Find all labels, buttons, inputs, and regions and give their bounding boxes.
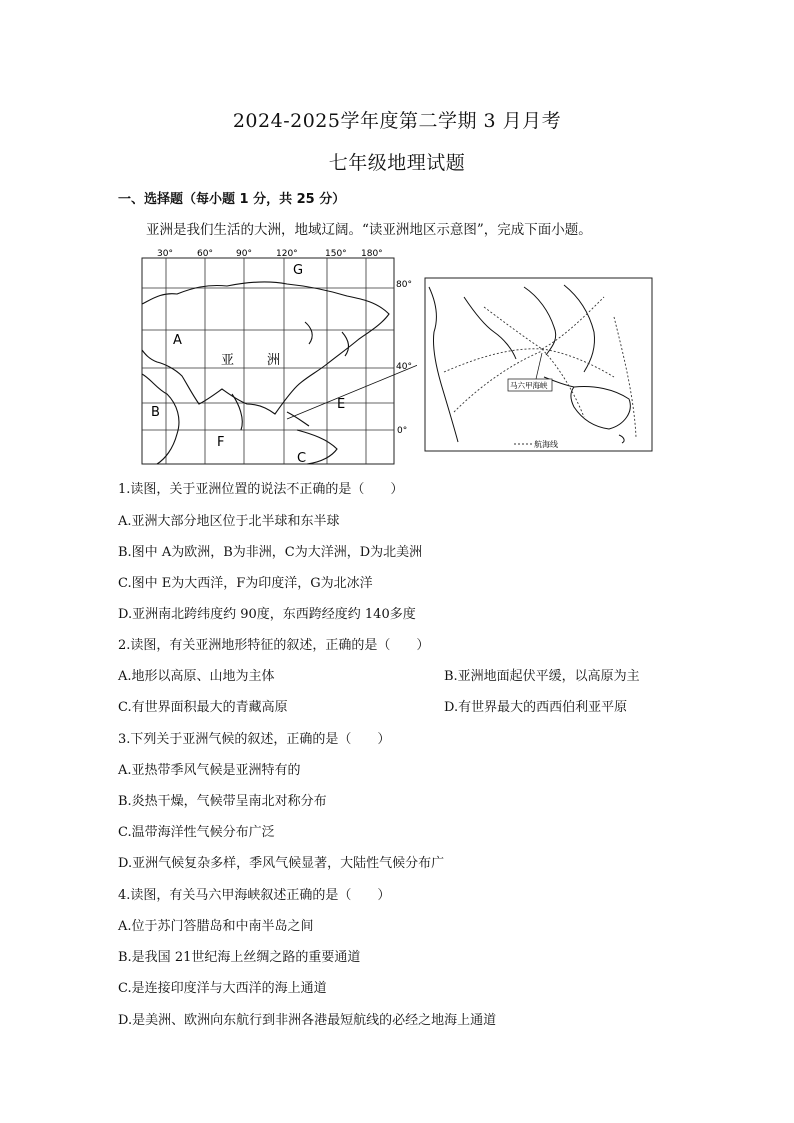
label-B: B (151, 405, 160, 420)
q1-option-b: B.图中 A为欧洲，B为非洲，C为大洋洲，D为北美洲 (118, 545, 423, 560)
asia-grid-map (137, 244, 417, 466)
label-C: C (297, 451, 307, 466)
q4-option-c: C.是连接印度洋与大西洋的海上通道 (118, 981, 327, 996)
q3-option-b: B.炎热干燥，气候带呈南北对称分布 (118, 794, 327, 809)
intro-text: 亚洲是我们生活的大洲，地域辽阔。“读亚洲地区示意图”，完成下面小题。 (146, 222, 592, 238)
label-A: A (173, 333, 182, 348)
q2-option-a: A.地形以高原、山地为主体 (118, 669, 275, 684)
label-F: F (217, 435, 225, 450)
q1-option-c: C.图中 E为大西洋，F为印度洋，G为北冰洋 (118, 576, 373, 591)
lat-label: 0° (397, 426, 408, 436)
legend-label: 航海线 (534, 440, 558, 449)
q1-option-d: D.亚洲南北跨纬度约 90度，东西跨经度约 140多度 (118, 607, 416, 622)
exam-subtitle: 七年级地理试题 (328, 152, 466, 174)
label-E: E (337, 397, 346, 412)
shipping-route-map (424, 277, 653, 452)
shipping-routes (444, 297, 636, 437)
q3-option-c: C.温带海洋性气候分布广泛 (118, 825, 275, 840)
q3-option-d: D.亚洲气候复杂多样，季风气候显著，大陆性气候分布广 (118, 856, 445, 871)
label-asia-1: 亚 (221, 353, 235, 368)
lat-label: 40° (396, 362, 412, 372)
lon-label: 150° (325, 249, 347, 259)
lon-label: 90° (236, 249, 252, 259)
q4-option-d: D.是美洲、欧洲向东航行到非洲各港最短航线的必经之地海上通道 (118, 1013, 497, 1028)
q1-option-a: A.亚洲大部分地区位于北半球和东半球 (118, 514, 340, 529)
q3-option-a: A.亚热带季风气候是亚洲特有的 (118, 763, 301, 778)
lon-label: 180° (361, 249, 383, 259)
question-3-stem: 3.下列关于亚洲气候的叙述，正确的是（ ） (118, 732, 391, 747)
question-4-stem: 4.读图，有关马六甲海峡叙述正确的是（ ） (118, 888, 391, 903)
lon-label: 120° (276, 249, 298, 259)
lat-label: 80° (396, 280, 412, 290)
lon-label: 30° (157, 249, 173, 259)
q4-option-a: A.位于苏门答腊岛和中南半岛之间 (118, 919, 314, 934)
coastlines (429, 285, 630, 443)
label-G: G (293, 263, 304, 278)
question-1-stem: 1.读图，关于亚洲位置的说法不正确的是（ ） (118, 482, 404, 497)
section-heading: 一、选择题（每小题 1 分，共 25 分） (118, 192, 346, 207)
q2-option-d: D.有世界最大的西西伯利亚平原 (444, 700, 628, 715)
label-asia-2: 洲 (267, 353, 281, 368)
exam-title: 2024-2025学年度第二学期 3 月月考 (232, 110, 562, 132)
lon-label: 60° (197, 249, 213, 259)
q4-option-b: B.是我国 21世纪海上丝绸之路的重要通道 (118, 950, 361, 965)
strait-label: 马六甲海峡 (510, 381, 548, 390)
q2-option-c: C.有世界面积最大的青藏高原 (118, 700, 288, 715)
coastlines (142, 282, 389, 464)
question-2-stem: 2.读图，有关亚洲地形特征的叙述，正确的是（ ） (118, 638, 430, 653)
q2-option-b: B.亚洲地面起伏平缓，以高原为主 (444, 669, 640, 684)
